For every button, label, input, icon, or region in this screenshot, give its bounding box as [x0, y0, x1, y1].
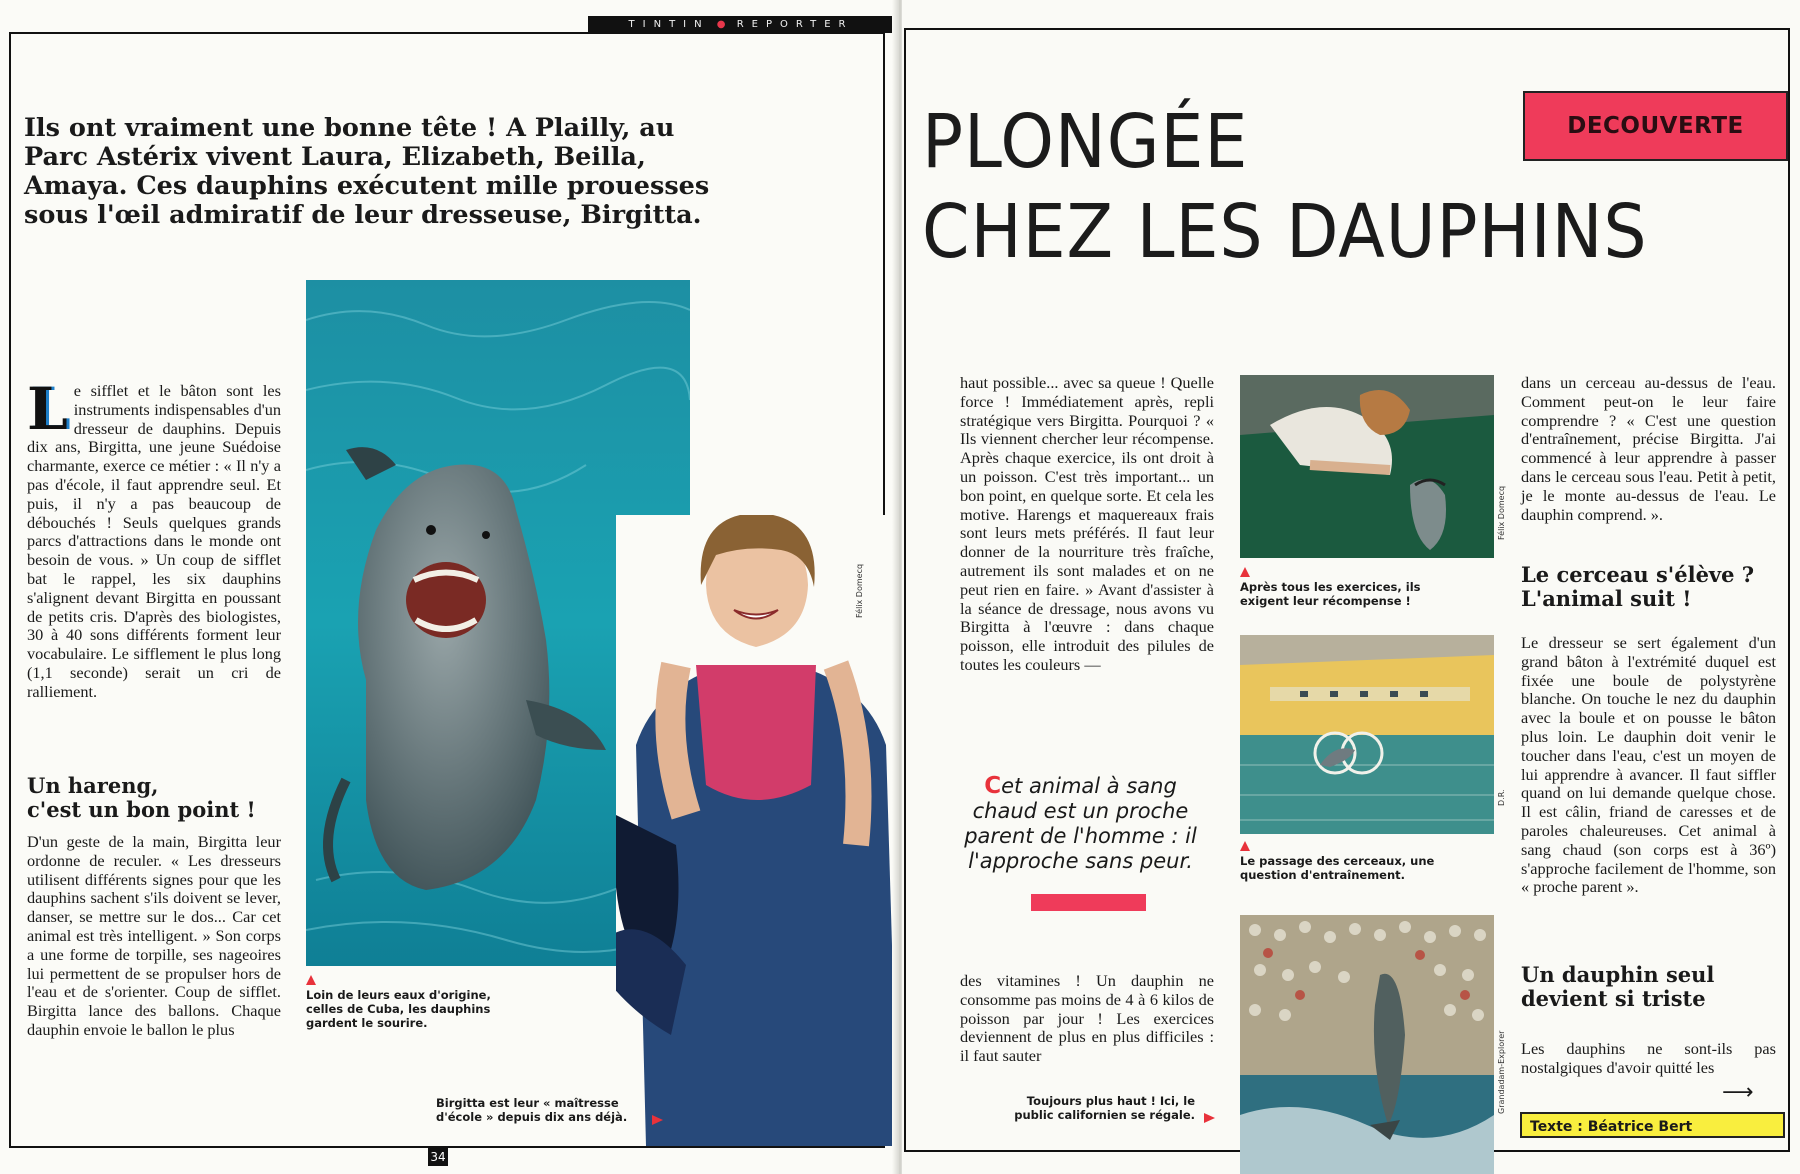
photo-credit-right-2: D.R.	[1497, 789, 1506, 806]
right-paragraph-1: dans un cerceau au-dessus de l'eau. Comment peut-on le leur faire comprendre ? « C'est une question d'entraînement, précise Birgitta. J'ai commencé à leur apprendre à passer dans le cerceau sous l'eau. Petit à petit, je le monte au-dessus de l'eau. Le dauphin comprend. ».	[1521, 373, 1776, 524]
photo-credit-right-3: Grandadam-Explorer	[1497, 1030, 1506, 1114]
running-head-left: TINTIN	[628, 19, 710, 30]
triangle-right-icon	[652, 1115, 663, 1125]
left-page	[0, 0, 898, 1174]
caption-birgitta-text: Birgitta est leur « maîtresse d'école » depuis dix ans déjà.	[436, 1096, 628, 1124]
running-head-right: REPORTER	[736, 19, 854, 30]
drop-cap-letter: L	[27, 375, 68, 443]
left-paragraph-2: D'un geste de la main, Birgitta leur ordonne de reculer. « Les dresseurs utilisent différents signes pour que les dauphins sachent s'ils doivent se lever, danser, se mettre sur le dos... Car cet animal est très intelligent. » Son corps a une forme de torpille, ses nageoires lui permettent de se propulser hors de l'eau et de s'orienter. Coup de sifflet. Birgitta lance des ballons. Chaque dauphin envoie le ballon le plus	[27, 832, 281, 1039]
caption-dolphin	[306, 974, 526, 1030]
section-badge: DECOUVERTE	[1523, 91, 1788, 161]
caption-reward	[1240, 566, 1450, 608]
subhead-dauphin-seul	[1521, 963, 1786, 1011]
caption-dolphin-text: Loin de leurs eaux d'origine, celles de Cuba, les dauphins gardent le sourire.	[306, 988, 491, 1030]
photo-show	[1240, 915, 1494, 1174]
photo-credit-left: Félix Domecq	[855, 563, 864, 618]
triangle-up-icon	[1240, 841, 1250, 851]
middle-paragraph-1: haut possible... avec sa queue ! Quelle force ! Immédiatement après, repli stratégique vers Birgitta. Pourquoi ? « Ils viennent chercher leur récompense. Après chaque exercice, ils ont droit à un poisson. C'est très important... un bon point, en quelque sorte. Et cela les motive. Harengs et maquereaux frais sont leurs mets préférés. Il faut leur donner de la nourriture très fraîche, autrement ils sont malades et on ne peut rien en faire. » Avant d'assister à la séance de dressage, nous avons vu Birgitta à l'œuvre : dans chaque poisson, elle introduit des pilules de toutes les couleurs —	[960, 373, 1214, 674]
byline-text: Texte : Béatrice Bert	[1530, 1119, 1693, 1135]
pull-quote	[958, 774, 1203, 874]
caption-public-text: Toujours plus haut ! Ici, le public californien se régale.	[1014, 1094, 1195, 1122]
left-paragraph-1-text: e sifflet et le bâton sont les instruments indispensables d'un dresseur de dauphins. Depuis dix ans, Birgitta, une jeune Suédoise charmante, exerce ce métier : « Il n'y a pas d'école, il faut apprendre seul. Et puis, il n'y a pas beaucoup de débouchés ! Seuls quelques grands parcs d'attractions dans le monde ont besoin de vous. » Un coup de sifflet bat le rappel, les six dauphins s'alignent devant Birgitta en poussant de petits cris. D'après des biologistes, 30 à 40 sons différents forment leur vocabulaire. Le sifflement le plus long (1,1 seconde) serait un cri de ralliement.	[27, 381, 281, 701]
pull-quote-text: et animal à sang chaud est un proche parent de l'homme : il l'approche sans peur.	[964, 774, 1197, 873]
right-column-text	[1521, 374, 1776, 524]
caption-public	[985, 1094, 1195, 1122]
caption-public-pointer	[1204, 1108, 1215, 1127]
right-column-text-3	[1521, 1040, 1776, 1078]
subhead-dauphin-seul-line1: Un dauphin seul	[1521, 962, 1715, 987]
photo-show-image	[1240, 915, 1494, 1174]
pull-quote-initial: C	[984, 773, 1002, 799]
byline-box	[1520, 1112, 1785, 1138]
photo-reward-image	[1240, 375, 1494, 558]
continue-arrow-icon: ⟶	[1722, 1080, 1754, 1105]
right-paragraph-2: Le dresseur se sert également d'un grand bâton à l'extrémité duquel est fixée une boule de polystyrène blanche. On touche le nez du dauphin avec la boule et on pousse le bâton plus loin. Le dauphin doit venir le toucher dans l'eau, c'est un moyen de lui apprendre à avancer. Il faut siffler quand on lui demande quelque chose. Il est câlin, friand de caresses et de paroles chaleureuses. Cet animal à sang chaud (son corps est à 36º) s'approche facilement de l'homme, son « proche parent ».	[1521, 633, 1776, 897]
bullet-dot-icon: ●	[709, 19, 737, 30]
photo-hoops-image	[1240, 635, 1494, 834]
triangle-up-icon	[1240, 567, 1250, 577]
left-column-text	[27, 375, 281, 702]
subhead-dauphin-seul-line2: devient si triste	[1521, 986, 1706, 1011]
subhead-cerceau-line2: L'animal suit !	[1521, 586, 1692, 611]
running-head	[588, 16, 894, 33]
middle-column-text-2	[960, 972, 1214, 1066]
pull-quote-rule	[1031, 894, 1146, 911]
caption-birgitta	[436, 1096, 646, 1124]
headline-line2: CHEZ LES DAUPHINS	[922, 189, 1648, 275]
right-paragraph-3: Les dauphins ne sont-ils pas nostalgiques d'avoir quitté les	[1521, 1039, 1776, 1077]
left-column-text-2	[27, 833, 281, 1040]
left-paragraph-1	[27, 375, 281, 702]
photo-credit-right-1: Félix Domecq	[1497, 485, 1506, 540]
caption-hoops	[1240, 840, 1460, 882]
middle-column-text	[960, 374, 1214, 675]
triangle-up-icon	[306, 975, 316, 985]
subhead-hareng-line1: Un hareng,	[27, 773, 159, 798]
triangle-right-icon	[1204, 1113, 1215, 1123]
headline-line1: PLONGÉE	[922, 99, 1249, 185]
article-deck: Ils ont vraiment une bonne tête ! A Plailly, au Parc Astérix vivent Laura, Elizabeth, Beilla, Amaya. Ces dauphins exécutent mille prouesses sous l'œil admiratif de leur dresseuse, Birgitta.	[24, 113, 710, 230]
middle-paragraph-2: des vitamines ! Un dauphin ne consomme pas moins de 4 à 6 kilos de poisson par jour ! Les exercices deviennent de plus en plus difficiles : il faut sauter	[960, 971, 1214, 1066]
caption-hoops-text: Le passage des cerceaux, une question d'entraînement.	[1240, 854, 1435, 882]
caption-birgitta-pointer	[652, 1110, 663, 1129]
photo-hoops	[1240, 635, 1494, 834]
subhead-hareng-line2: c'est un bon point !	[27, 797, 256, 822]
subhead-cerceau	[1521, 563, 1786, 611]
caption-reward-text: Après tous les exercices, ils exigent leur récompense !	[1240, 580, 1421, 608]
subhead-cerceau-line1: Le cerceau s'élève ?	[1521, 562, 1755, 587]
page-number: 34	[428, 1148, 448, 1166]
right-column-text-2	[1521, 634, 1776, 897]
photo-reward	[1240, 375, 1494, 558]
subhead-hareng	[27, 774, 287, 822]
